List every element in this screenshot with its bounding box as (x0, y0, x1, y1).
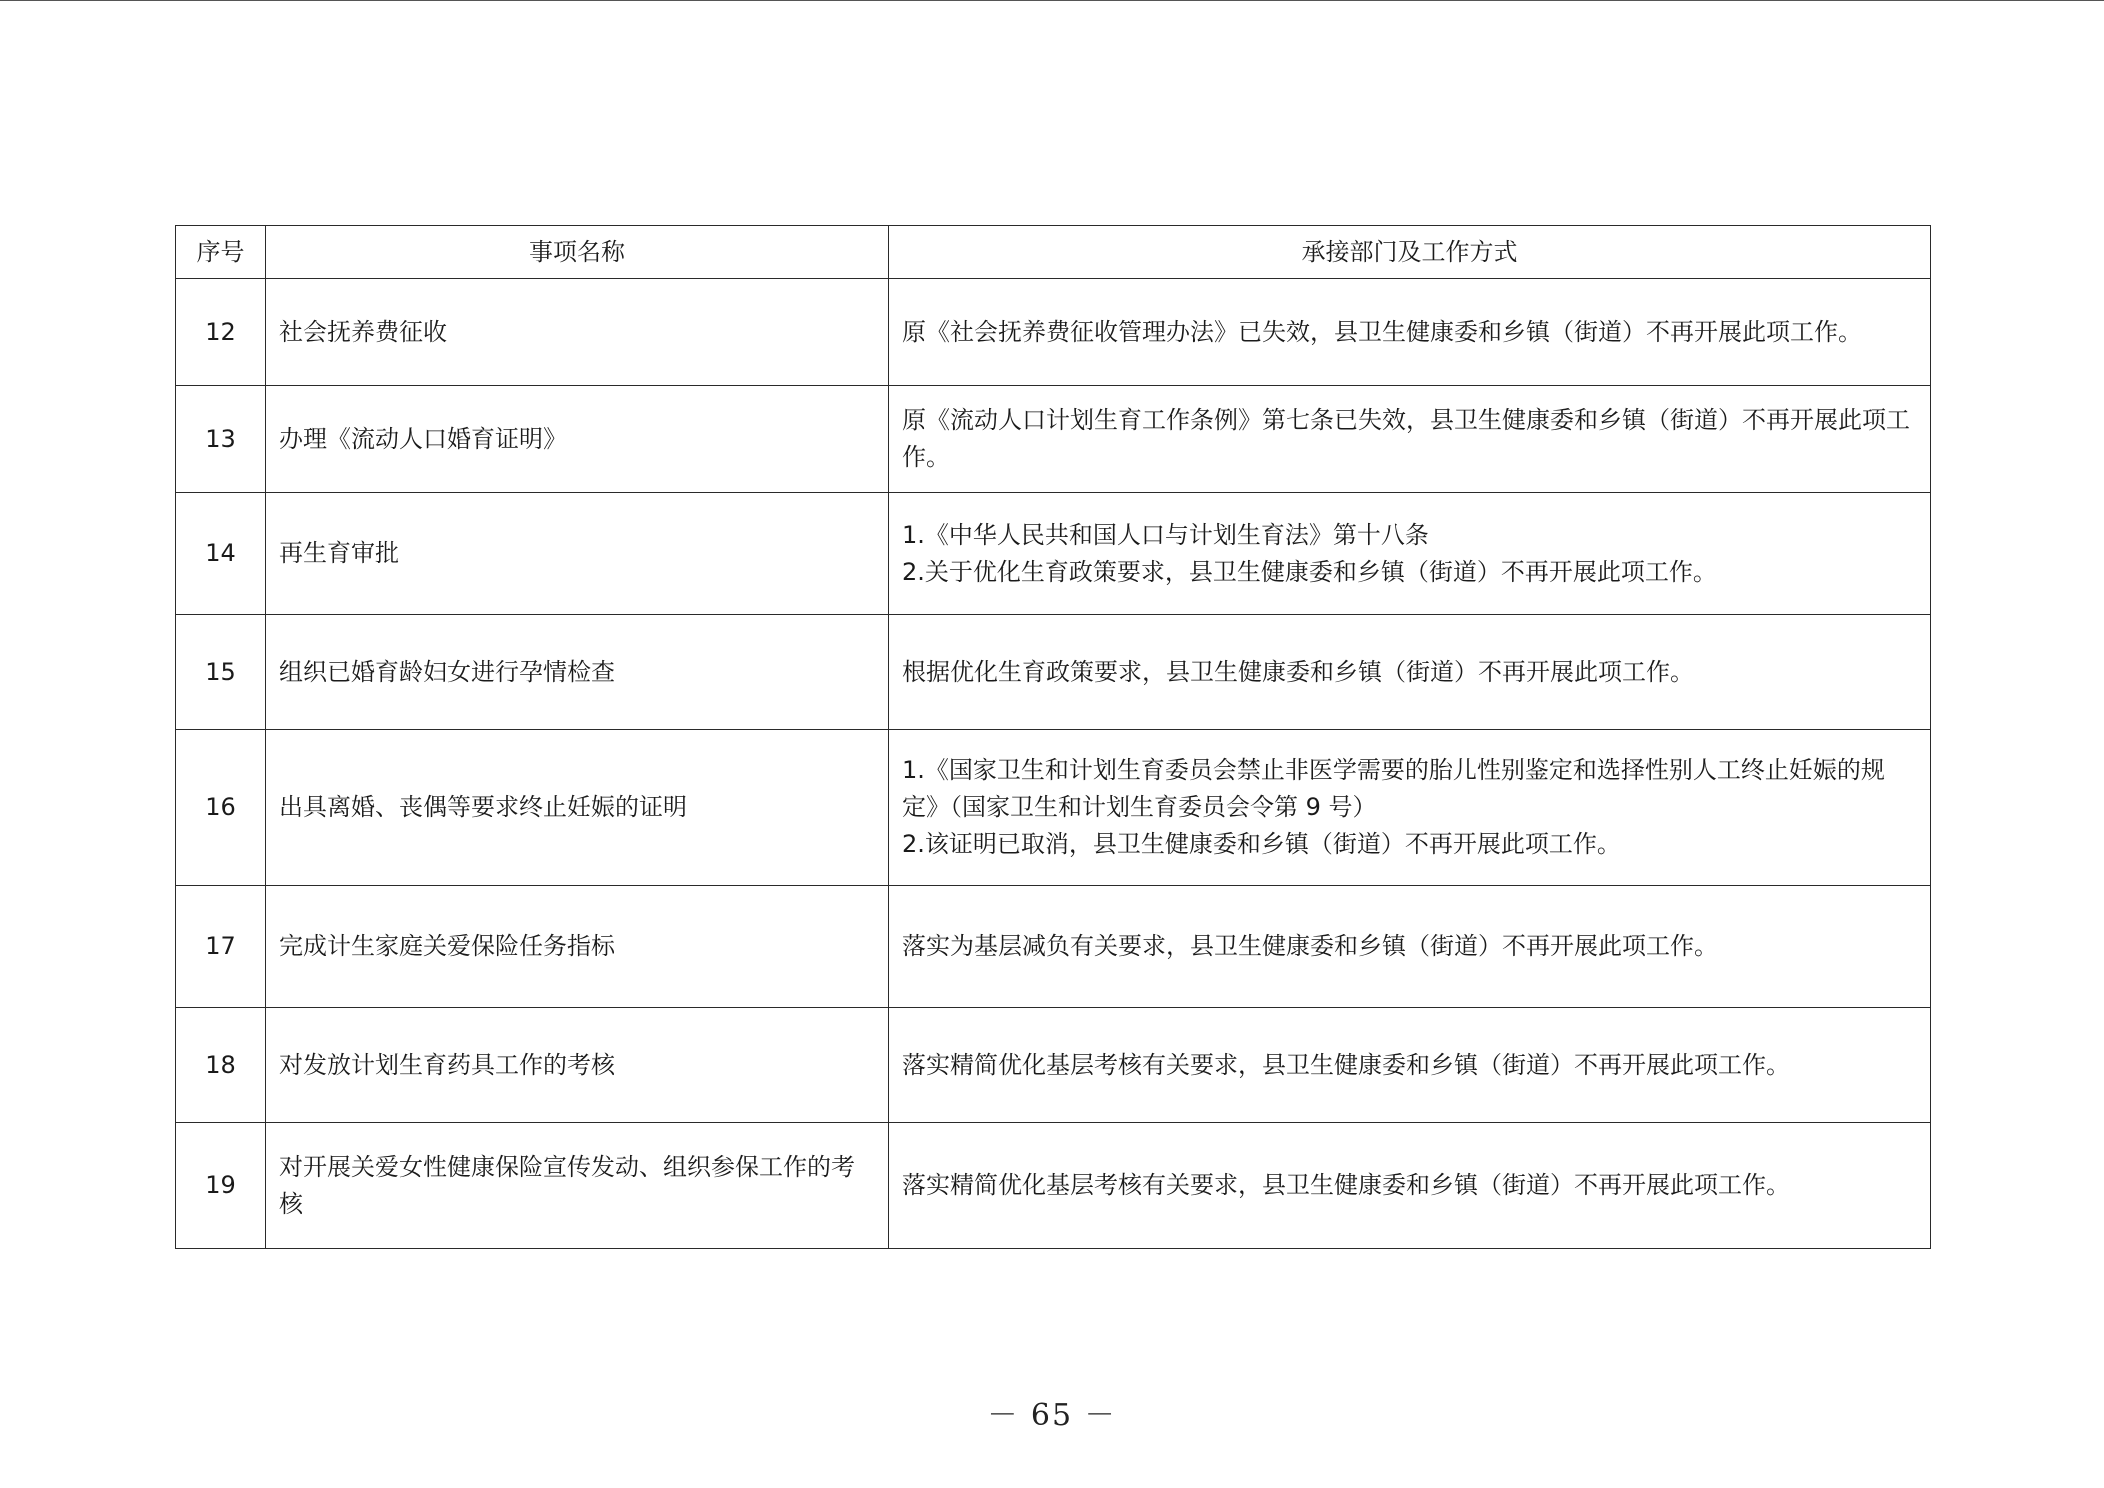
item-name: 出具离婚、丧偶等要求终止妊娠的证明 (266, 730, 889, 886)
row-number: 19 (176, 1123, 266, 1249)
header-name: 事项名称 (266, 226, 889, 279)
item-method (889, 730, 1931, 886)
method-line: 落实精简优化基层考核有关要求，县卫生健康委和乡镇（街道）不再开展此项工作。 (902, 1171, 1790, 1199)
item-name: 对开展关爱女性健康保险宣传发动、组织参保工作的考核 (266, 1123, 889, 1249)
method-line: 2.关于优化生育政策要求，县卫生健康委和乡镇（街道）不再开展此项工作。 (902, 557, 1717, 586)
item-name: 社会抚养费征收 (266, 279, 889, 386)
header-no: 序号 (176, 226, 266, 279)
method-line: 原《流动人口计划生育工作条例》第七条已失效，县卫生健康委和乡镇（街道）不再开展此项工作。 (902, 406, 1910, 471)
item-name: 再生育审批 (266, 493, 889, 615)
item-method (889, 279, 1931, 386)
item-name: 办理《流动人口婚育证明》 (266, 386, 889, 493)
item-method (889, 493, 1931, 615)
table-row (176, 1008, 1931, 1123)
item-name: 完成计生家庭关爱保险任务指标 (266, 886, 889, 1008)
row-number: 15 (176, 615, 266, 730)
item-method (889, 886, 1931, 1008)
method-line: 原《社会抚养费征收管理办法》已失效，县卫生健康委和乡镇（街道）不再开展此项工作。 (902, 317, 1862, 346)
header-method: 承接部门及工作方式 (889, 226, 1931, 279)
top-border-line (0, 0, 2104, 1)
page-number: － 65 － (987, 1398, 1117, 1433)
row-number: 16 (176, 730, 266, 886)
method-line: 根据优化生育政策要求，县卫生健康委和乡镇（街道）不再开展此项工作。 (902, 657, 1694, 686)
table-row (176, 1123, 1931, 1249)
row-number: 12 (176, 279, 266, 386)
method-line: 落实精简优化基层考核有关要求，县卫生健康委和乡镇（街道）不再开展此项工作。 (902, 1050, 1790, 1079)
item-method (889, 386, 1931, 493)
table-row (176, 730, 1931, 886)
table-row (176, 886, 1931, 1008)
item-method (889, 1008, 1931, 1123)
method-line: 1.《中华人民共和国人口与计划生育法》第十八条 (902, 520, 1429, 549)
row-number: 13 (176, 386, 266, 493)
table-row (176, 386, 1931, 493)
items-table (175, 225, 1931, 1249)
row-number: 17 (176, 886, 266, 1008)
item-name: 组织已婚育龄妇女进行孕情检查 (266, 615, 889, 730)
method-line: 2.该证明已取消，县卫生健康委和乡镇（街道）不再开展此项工作。 (902, 830, 1621, 858)
method-line: 落实为基层减负有关要求，县卫生健康委和乡镇（街道）不再开展此项工作。 (902, 932, 1718, 960)
table-row (176, 615, 1931, 730)
item-method (889, 615, 1931, 730)
item-method (889, 1123, 1931, 1249)
method-line: 1.《国家卫生和计划生育委员会禁止非医学需要的胎儿性别鉴定和选择性别人工终止妊娠的规定》（国家卫生和计划生育委员会令第 9 号） (902, 756, 1885, 821)
row-number: 14 (176, 493, 266, 615)
row-number: 18 (176, 1008, 266, 1123)
item-name: 对发放计划生育药具工作的考核 (266, 1008, 889, 1123)
table-header-row (176, 226, 1931, 279)
table-row (176, 279, 1931, 386)
table-row (176, 493, 1931, 615)
